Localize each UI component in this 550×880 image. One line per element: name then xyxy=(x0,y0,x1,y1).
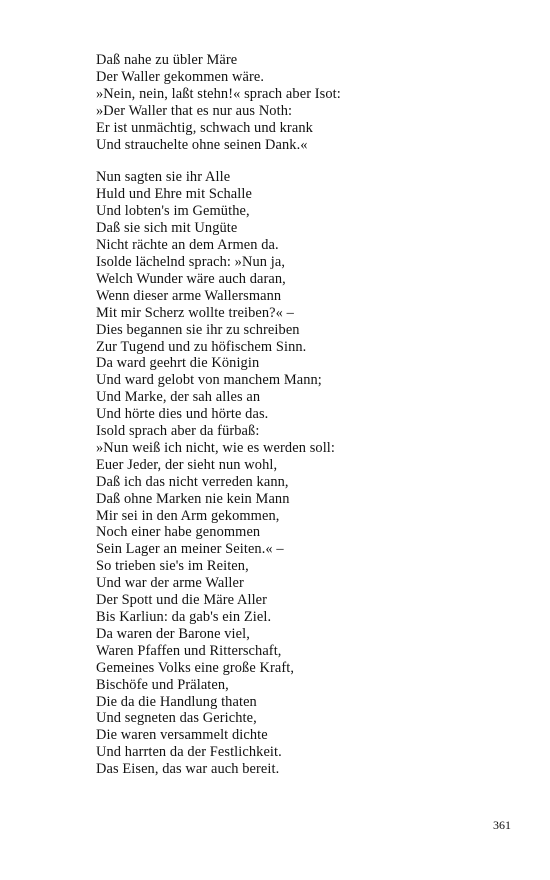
verse-line: Wenn dieser arme Wallersmann xyxy=(96,287,282,304)
verse-line: So trieben sie's im Reiten, xyxy=(96,558,249,575)
verse-line: Das Eisen, das war auch bereit. xyxy=(96,761,280,778)
verse-line: Nicht rächte an dem Armen da. xyxy=(96,237,279,254)
verse-line: Da ward geehrt die Königin xyxy=(96,355,260,372)
verse-line: Die da die Handlung thaten xyxy=(96,693,257,710)
verse-line: Huld und Ehre mit Schalle xyxy=(96,186,252,203)
verse-line: Er ist unmächtig, schwach und krank xyxy=(96,119,313,136)
verse-line: Und war der arme Waller xyxy=(96,575,244,592)
verse-line: Dies begannen sie ihr zu schreiben xyxy=(96,321,300,338)
verse-line: Und hörte dies und hörte das. xyxy=(96,406,269,423)
verse-line: Waren Pfaffen und Ritterschaft, xyxy=(96,642,282,659)
verse-line: »Der Waller that es nur aus Noth: xyxy=(96,102,293,119)
verse-line: Und ward gelobt von manchem Mann; xyxy=(96,372,322,389)
verse-line: Mir sei in den Arm gekommen, xyxy=(96,507,280,524)
poem-text xyxy=(96,52,516,778)
verse-line: Isold sprach aber da fürbaß: xyxy=(96,423,260,440)
verse-line: Und lobten's im Gemüthe, xyxy=(96,203,250,220)
verse-line: Zur Tugend und zu höfischem Sinn. xyxy=(96,338,307,355)
page-number: 361 xyxy=(493,818,511,832)
verse-line: Da waren der Barone viel, xyxy=(96,625,250,642)
verse-line: Welch Wunder wäre auch daran, xyxy=(96,270,286,287)
verse-line: Daß sie sich mit Ungüte xyxy=(96,220,238,237)
verse-line: »Nun weiß ich nicht, wie es werden soll: xyxy=(96,439,335,456)
verse-line: Und segneten das Gerichte, xyxy=(96,710,257,727)
verse-line: Daß ich das nicht verreden kann, xyxy=(96,473,289,490)
verse-line: Der Waller gekommen wäre. xyxy=(96,68,265,85)
verse-line: Isolde lächelnd sprach: »Nun ja, xyxy=(96,253,286,270)
verse-line: Bis Karliun: da gab's ein Ziel. xyxy=(96,609,272,625)
verse-line: Bischöfe und Prälaten, xyxy=(96,676,229,693)
verse-line: Gemeines Volks eine große Kraft, xyxy=(96,659,295,676)
verse-line: »Nein, nein, laßt stehn!« sprach aber Isot: xyxy=(96,85,341,102)
verse-line: Nun sagten sie ihr Alle xyxy=(96,169,231,186)
verse-line: Sein Lager an meiner Seiten.« – xyxy=(96,541,284,558)
verse-line: Und strauchelte ohne seinen Dank.« xyxy=(96,136,308,153)
verse-line: Euer Jeder, der sieht nun wohl, xyxy=(96,456,278,473)
verse-line: Und Marke, der sah alles an xyxy=(96,389,261,406)
verse-line: Noch einer habe genommen xyxy=(96,524,261,541)
stanza xyxy=(96,169,516,778)
verse-line: Der Spott und die Märe Aller xyxy=(96,592,268,609)
stanza xyxy=(96,52,516,153)
verse-line: Die waren versammelt dichte xyxy=(96,727,268,744)
verse-line: Mit mir Scherz wollte treiben?« – xyxy=(96,304,294,321)
verse-line: Und harrten da der Festlichkeit. xyxy=(96,744,282,761)
verse-line: Daß nahe zu übler Märe xyxy=(96,52,238,68)
verse-line: Daß ohne Marken nie kein Mann xyxy=(96,490,290,507)
